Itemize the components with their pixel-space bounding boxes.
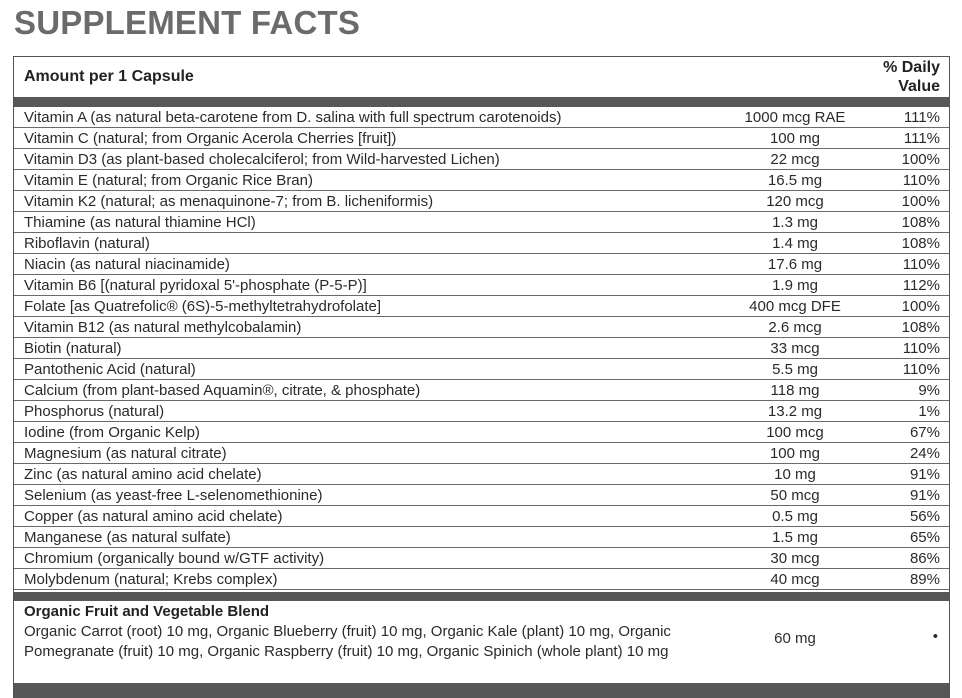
amount-per-serving-label: Amount per 1 Capsule: [24, 68, 194, 85]
nutrient-daily-value: 110%: [902, 256, 940, 273]
daily-value-header: [883, 58, 940, 96]
table-row: [14, 380, 949, 401]
nutrient-daily-value: 9%: [918, 382, 940, 399]
table-row: [14, 422, 949, 443]
nutrient-daily-value: 91%: [909, 466, 940, 483]
supplement-facts-panel: [13, 56, 950, 698]
nutrient-rows: [14, 107, 949, 590]
nutrient-daily-value: 110%: [902, 340, 940, 357]
page-title: SUPPLEMENT FACTS: [14, 4, 361, 41]
nutrient-daily-value: 100%: [901, 298, 940, 315]
blend-description: Organic Carrot (root) 10 mg, Organic Blueberry (fruit) 10 mg, Organic Kale (plant) 10 mg, Organic Pomegranate (fruit) 10 mg, Organic Raspberry (fruit) 10 mg, Organic Spinich (whole plant) 10 mg: [24, 623, 671, 660]
nutrient-amount: 13.2 mg: [767, 403, 823, 420]
nutrient-amount: 120 mcg: [766, 193, 824, 210]
nutrient-amount: 33 mcg: [770, 340, 820, 357]
table-header: [14, 57, 949, 97]
nutrient-daily-value: 91%: [909, 487, 940, 504]
table-row: [14, 170, 949, 191]
nutrient-name: Copper (as natural amino acid chelate): [24, 508, 283, 525]
nutrient-amount: 22 mcg: [770, 151, 820, 168]
table-row: [14, 317, 949, 338]
nutrient-name: Riboflavin (natural): [24, 235, 150, 252]
table-row: [14, 443, 949, 464]
daily-value-header-line1: % Daily: [883, 59, 940, 76]
nutrient-daily-value: 86%: [909, 550, 940, 567]
table-row: [14, 506, 949, 527]
table-row: [14, 527, 949, 548]
nutrient-amount: 1.9 mg: [772, 277, 818, 294]
table-row: [14, 128, 949, 149]
table-row: [14, 359, 949, 380]
nutrient-daily-value: 100%: [901, 151, 940, 168]
blend-divider-bar: [14, 592, 949, 601]
table-row: [14, 212, 949, 233]
nutrient-daily-value: 111%: [903, 109, 940, 126]
nutrient-daily-value: 108%: [901, 235, 940, 252]
table-row: [14, 149, 949, 170]
nutrient-amount: 100 mcg: [766, 424, 824, 441]
nutrient-amount: 100 mg: [769, 445, 821, 462]
nutrient-name: Folate [as Quatrefolic® (6S)-5-methyltetrahydrofolate]: [24, 298, 382, 315]
table-row: [14, 296, 949, 317]
nutrient-name: Phosphorus (natural): [24, 403, 165, 420]
header-divider-bar: [14, 97, 949, 107]
nutrient-daily-value: 110%: [902, 172, 940, 189]
nutrient-daily-value: 108%: [901, 319, 940, 336]
nutrient-daily-value: 89%: [909, 571, 940, 588]
table-row: [14, 191, 949, 212]
nutrient-amount: 1.5 mg: [772, 529, 818, 546]
nutrient-amount: 40 mcg: [770, 571, 820, 588]
nutrient-daily-value: 112%: [902, 277, 940, 294]
blend-daily-value: •: [932, 628, 938, 645]
nutrient-amount: 1.4 mg: [772, 235, 818, 252]
nutrient-name: Pantothenic Acid (natural): [24, 361, 196, 378]
nutrient-name: Vitamin D3 (as plant-based cholecalciferol; from Wild-harvested Lichen): [24, 151, 500, 168]
nutrient-name: Vitamin A (as natural beta-carotene from D. salina with full spectrum carotenoids): [24, 109, 562, 126]
nutrient-daily-value: 67%: [909, 424, 940, 441]
table-row: [14, 485, 949, 506]
nutrient-name: Calcium (from plant-based Aquamin®, citrate, & phosphate): [24, 382, 421, 399]
nutrient-name: Manganese (as natural sulfate): [24, 529, 231, 546]
nutrient-amount: 118 mg: [770, 382, 820, 399]
table-row: [14, 338, 949, 359]
table-row: [14, 233, 949, 254]
nutrient-name: Vitamin B6 [(natural pyridoxal 5'-phosphate (P-5-P)]: [24, 277, 367, 294]
nutrient-amount: 400 mcg DFE: [749, 298, 841, 315]
nutrient-name: Vitamin B12 (as natural methylcobalamin): [24, 319, 302, 336]
table-row: [14, 464, 949, 485]
nutrient-amount: 2.6 mcg: [768, 319, 822, 336]
nutrient-amount: 10 mg: [774, 466, 816, 483]
table-row: [14, 569, 949, 590]
nutrient-name: Molybdenum (natural; Krebs complex): [24, 571, 278, 588]
nutrient-name: Iodine (from Organic Kelp): [24, 424, 200, 441]
nutrient-name: Thiamine (as natural thiamine HCl): [24, 214, 256, 231]
nutrient-daily-value: 65%: [909, 529, 940, 546]
nutrient-name: Vitamin C (natural; from Organic Acerola Cherries [fruit]): [24, 130, 397, 147]
blend-section: [14, 601, 949, 683]
nutrient-name: Vitamin K2 (natural; as menaquinone-7; from B. licheniformis): [24, 193, 434, 210]
nutrient-amount: 30 mcg: [770, 550, 820, 567]
nutrient-amount: 0.5 mg: [772, 508, 818, 525]
nutrient-daily-value: 110%: [902, 361, 940, 378]
nutrient-amount: 17.6 mg: [767, 256, 823, 273]
nutrient-daily-value: 108%: [901, 214, 940, 231]
nutrient-amount: 1.3 mg: [772, 214, 818, 231]
table-row: [14, 107, 949, 128]
nutrient-name: Chromium (organically bound w/GTF activity): [24, 550, 325, 567]
table-row: [14, 275, 949, 296]
nutrient-daily-value: 100%: [901, 193, 940, 210]
footer-divider-bar: [14, 683, 949, 698]
nutrient-amount: 16.5 mg: [767, 172, 823, 189]
nutrient-name: Vitamin E (natural; from Organic Rice Bran): [24, 172, 313, 189]
nutrient-amount: 50 mcg: [770, 487, 820, 504]
nutrient-daily-value: 1%: [918, 403, 940, 420]
nutrient-daily-value: 56%: [909, 508, 940, 525]
nutrient-name: Zinc (as natural amino acid chelate): [24, 466, 262, 483]
nutrient-name: Magnesium (as natural citrate): [24, 445, 227, 462]
daily-value-header-line2: Value: [898, 78, 940, 95]
nutrient-amount: 100 mg: [769, 130, 821, 147]
table-row: [14, 401, 949, 422]
nutrient-daily-value: 111%: [903, 130, 940, 147]
blend-amount: 60 mg: [774, 630, 816, 647]
table-row: [14, 254, 949, 275]
nutrient-daily-value: 24%: [909, 445, 940, 462]
nutrient-amount: 5.5 mg: [772, 361, 818, 378]
nutrient-name: Niacin (as natural niacinamide): [24, 256, 230, 273]
nutrient-name: Biotin (natural): [24, 340, 122, 357]
nutrient-name: Selenium (as yeast-free L-selenomethionine): [24, 487, 323, 504]
blend-title: Organic Fruit and Vegetable Blend: [24, 603, 270, 620]
table-row: [14, 548, 949, 569]
nutrient-amount: 1000 mcg RAE: [744, 109, 846, 126]
